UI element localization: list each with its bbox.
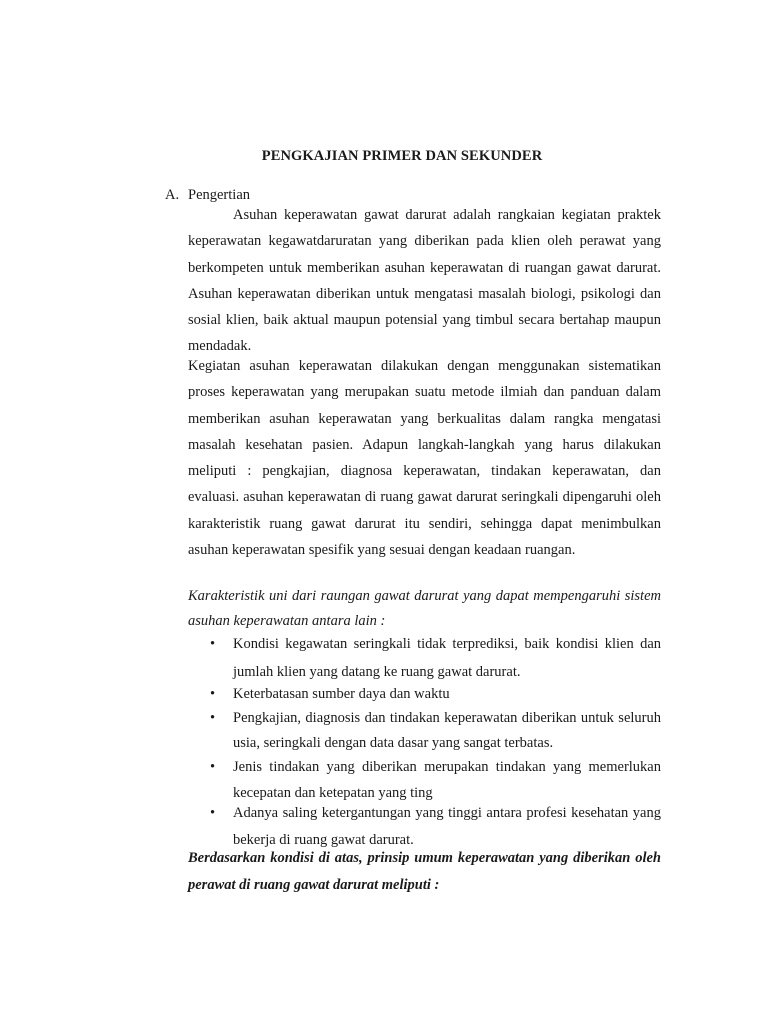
bullet-icon: • [210, 636, 216, 652]
paragraph-process: Kegiatan asuhan keperawatan dilakukan dengan menggunakan sistematikan proses keperawatan yang merupakan suatu metode ilmiah dan panduan dalam memberikan asuhan keperawatan yang berkualitas dalam rangka mengatasi masalah kesehatan pasien. Adapun langkah-langkah yang harus dilakukan meliputi : pengkajian, diagnosa keperawatan, tindakan keperawatan, dan evaluasi. asuhan keperawatan di ruang gawat darurat seringkali dipengaruhi oleh karakteristik ruang gawat darurat itu sendiri, sehingga dapat menimbulkan asuhan keperawatan spesifik yang sesuai dengan keadaan ruangan. [188, 358, 661, 559]
closing-statement: Berdasarkan kondisi di atas, prinsip umum keperawatan yang diberikan oleh perawat di ruang gawat darurat meliputi : [188, 850, 661, 893]
bullet-icon: • [210, 710, 216, 726]
list-item-text: Pengkajian, diagnosis dan tindakan keperawatan diberikan untuk seluruh usia, seringkali dengan data dasar yang sangat terbatas. [233, 710, 661, 751]
list-item [188, 684, 661, 706]
paragraph-characteristics-intro: Karakteristik uni dari raungan gawat darurat yang dapat mempengaruhi sistem asuhan keperawatan antara lain : [188, 588, 661, 629]
bullet-icon: • [210, 759, 216, 775]
list-item-text: Jenis tindakan yang diberikan merupakan tindakan yang memerlukan kecepatan dan ketepatan yang ting [233, 759, 661, 801]
bullet-icon: • [210, 686, 216, 702]
characteristics-list [188, 630, 661, 850]
list-item-text: Keterbatasan sumber daya dan waktu [233, 686, 450, 702]
list-item [188, 630, 661, 686]
list-item-text: Kondisi kegawatan seringkali tidak terprediksi, baik kondisi klien dan jumlah klien yang datang ke ruang gawat darurat. [233, 636, 661, 680]
list-item-text: Adanya saling ketergantungan yang tinggi antara profesi kesehatan yang bekerja di ruang gawat darurat. [233, 805, 661, 848]
document-title: PENGKAJIAN PRIMER DAN SEKUNDER [261, 148, 543, 164]
section-heading-text: Pengertian [188, 187, 251, 203]
paragraph-definition: Asuhan keperawatan gawat darurat adalah rangkaian kegiatan praktek keperawatan kegawatdaruratan yang diberikan pada klien oleh perawat yang berkompeten untuk memberikan asuhan keperawatan di ruangan gawat darurat. Asuhan keperawatan diberikan untuk mengatasi masalah biologi, psikologi dan sosial klien, baik aktual maupun potensial yang timbul secara bertahap maupun mendadak. [188, 207, 661, 355]
list-item [188, 706, 661, 754]
bullet-icon: • [210, 805, 216, 821]
list-item [188, 754, 661, 800]
section-letter: A. [165, 187, 180, 203]
list-item [188, 800, 661, 850]
